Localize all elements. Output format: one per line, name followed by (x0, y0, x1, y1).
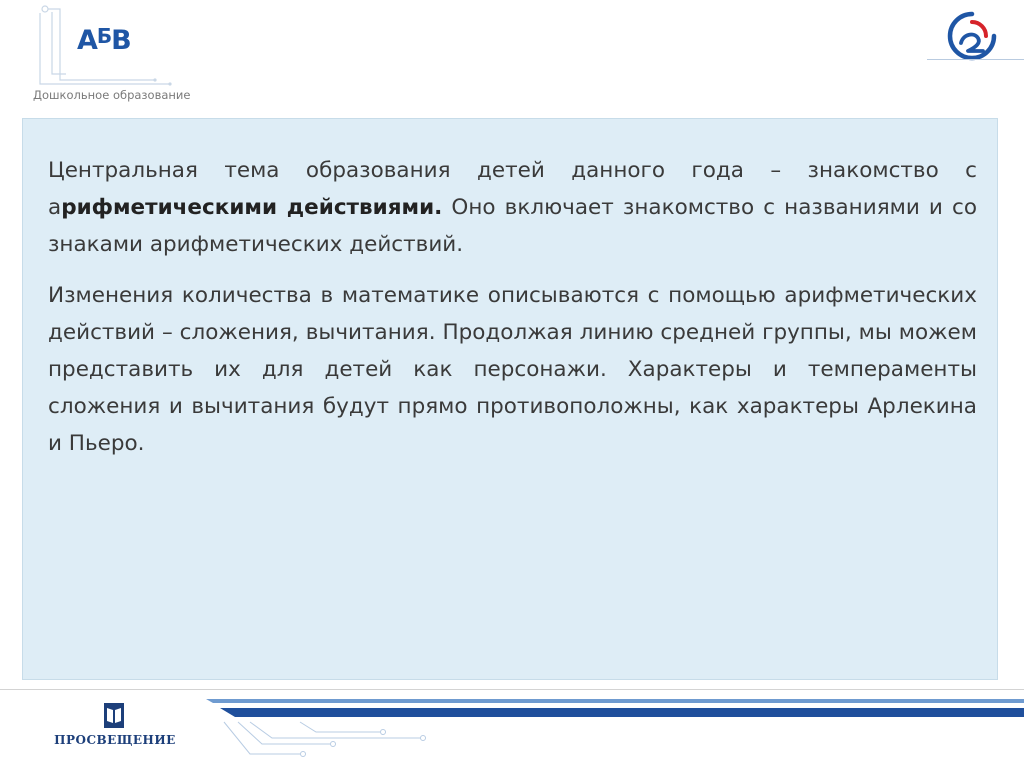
logo-letter-b: Б (96, 24, 112, 48)
paragraph-2: Изменения количества в математике описываются с помощью арифметических действий – сложения, вычитания. Продолжая линию средней группы, мы можем представить их для детей как персонажи. Характеры и темпераменты сложения и вычитания будут прямо противоположны, как характеры Арлекина и Пьеро. (48, 283, 977, 456)
paragraph-1 (48, 152, 977, 263)
publisher-name: ПРОСВЕЩЕНИЕ (54, 733, 176, 747)
footer-divider (0, 689, 1024, 690)
abv-logo (77, 26, 131, 54)
text-block (48, 152, 977, 462)
paragraph-1-text-start: Центральная тема образования детей данного года – знакомство с а (48, 158, 977, 220)
logo-letter-v: В (111, 25, 131, 56)
content-panel (22, 118, 998, 680)
logo-caption: Дошкольное образование (33, 88, 191, 102)
header-divider (927, 59, 1024, 60)
paragraph-1-text-end: Оно включает знакомство с названиями и со знаками арифметических действий. (48, 195, 977, 257)
publisher-logo (50, 703, 180, 753)
paragraph-1-bold-text: рифметическими действиями. (61, 195, 443, 220)
circle-swirl-logo-icon (946, 10, 998, 62)
logo-letter-a: А (77, 25, 97, 56)
book-emblem-icon (104, 703, 124, 728)
